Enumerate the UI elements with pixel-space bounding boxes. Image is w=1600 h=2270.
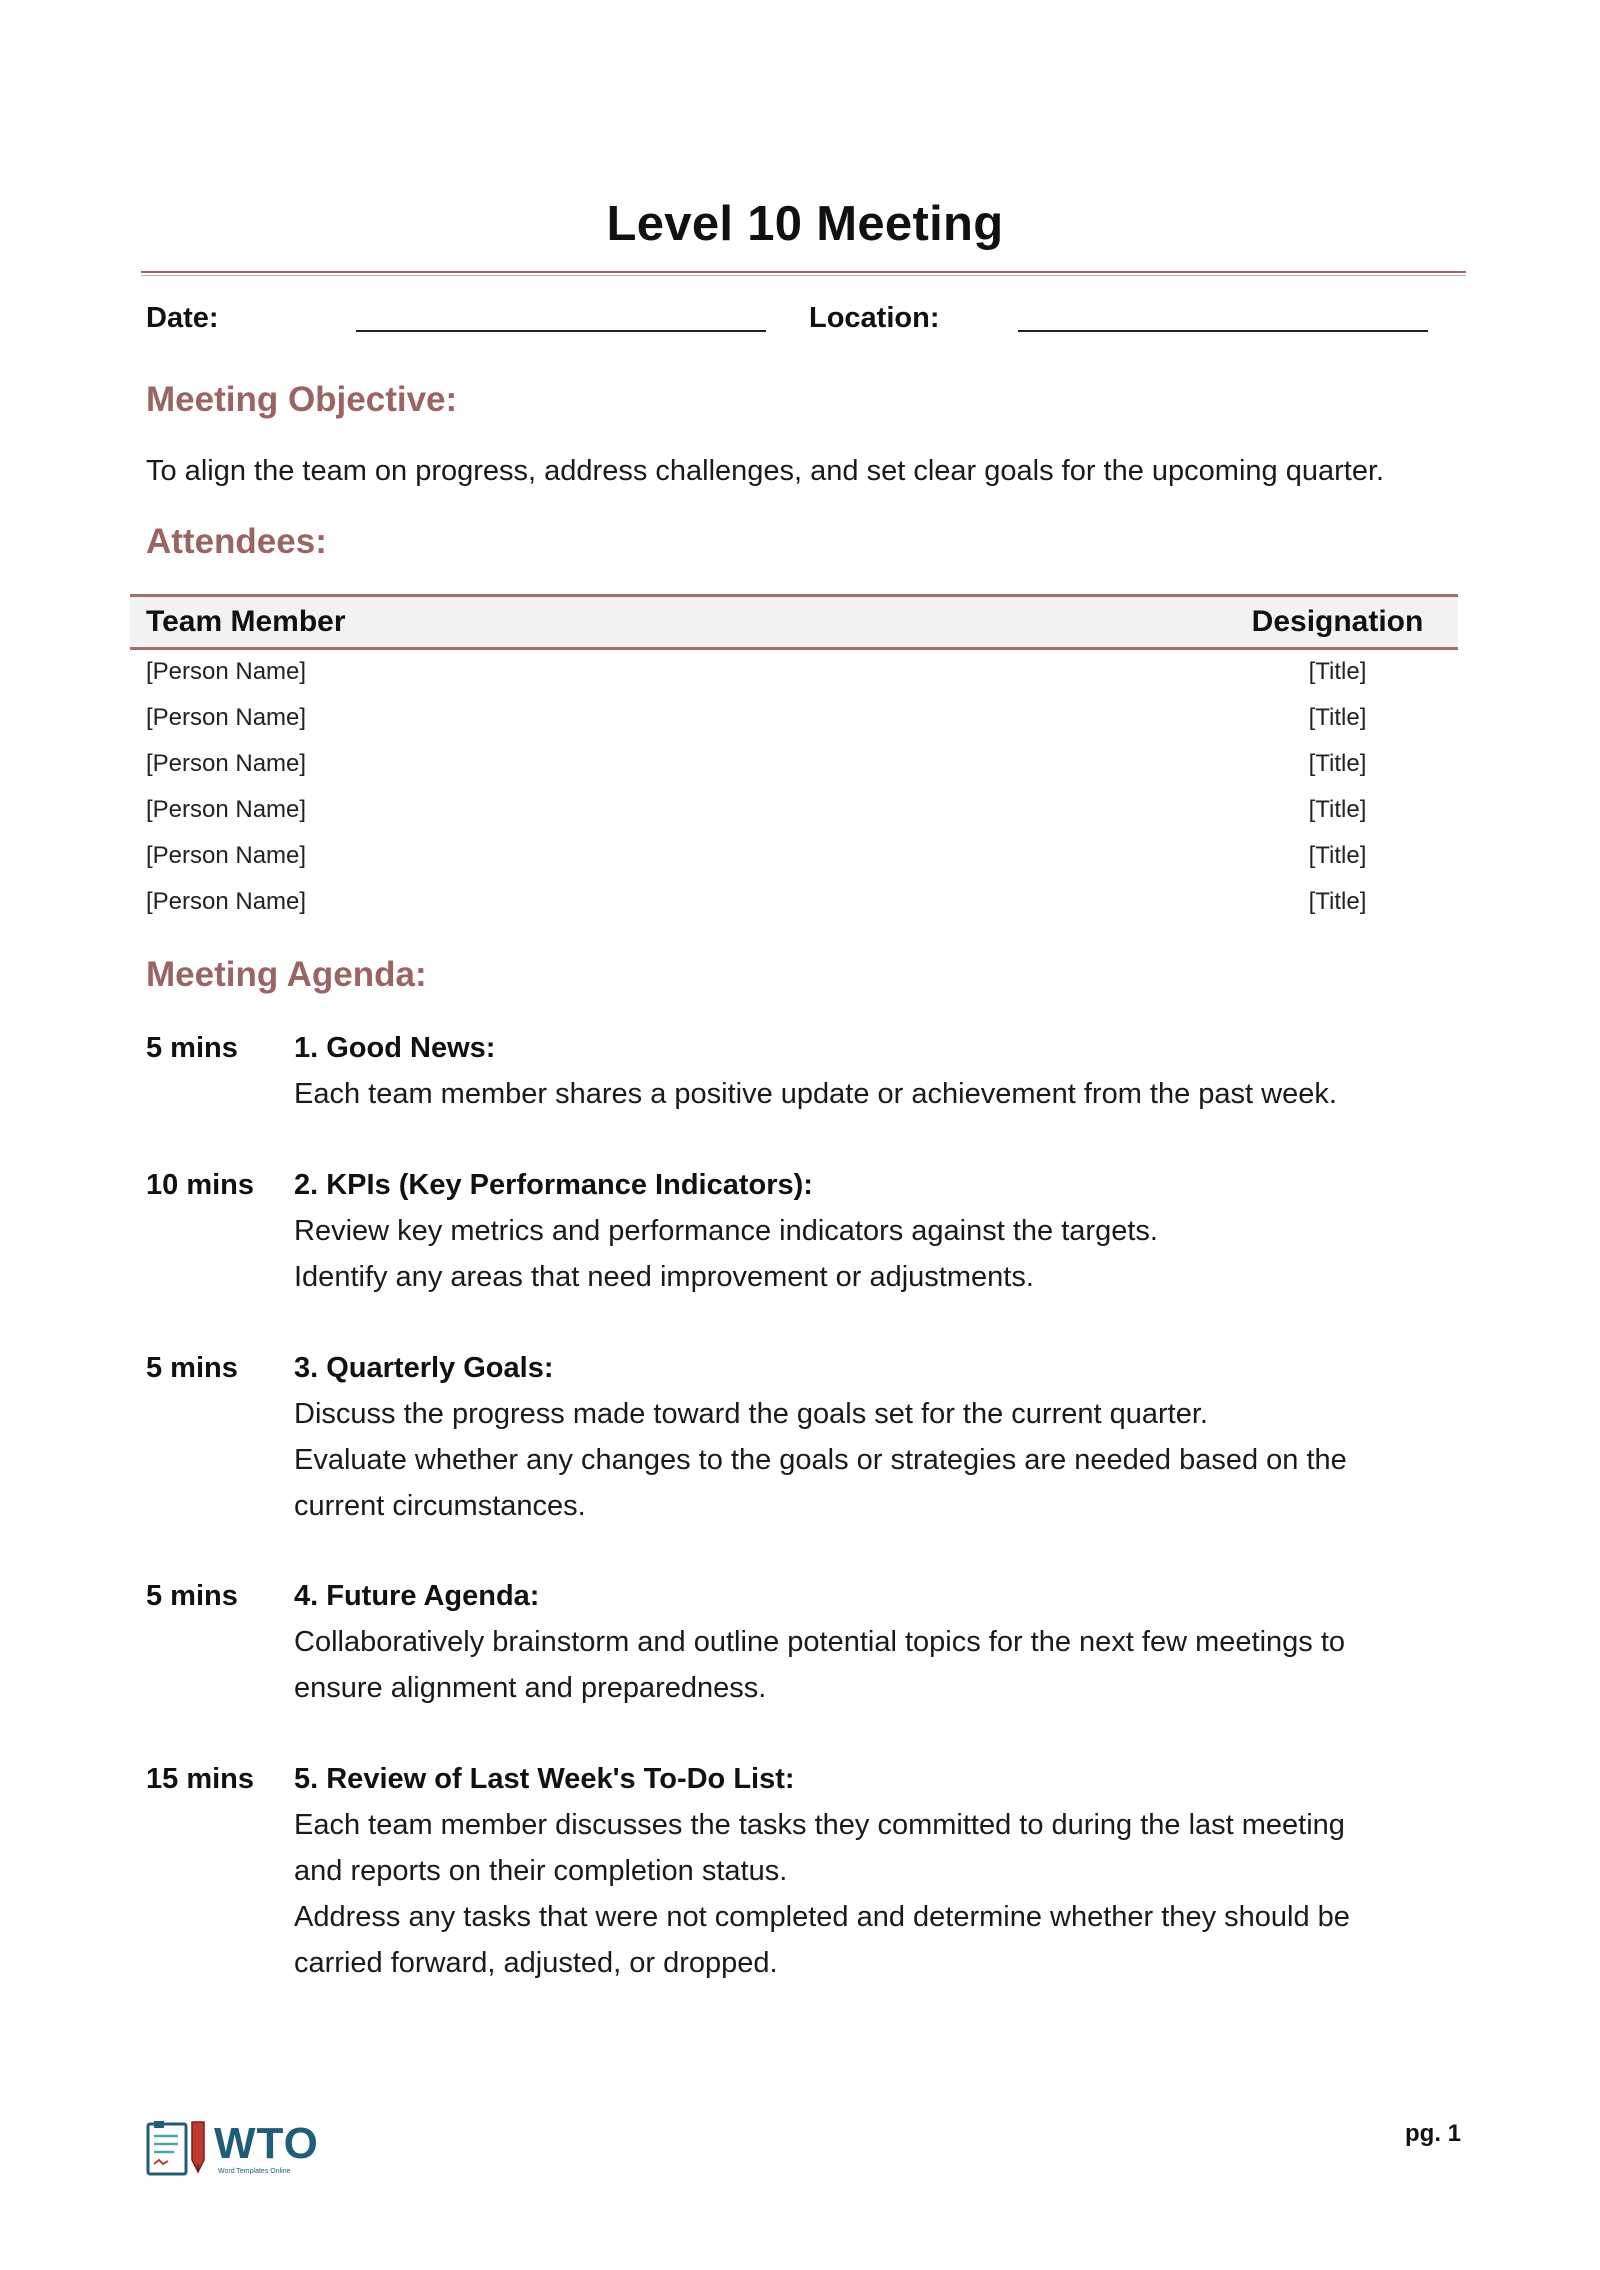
agenda-description-line: Collaboratively brainstorm and outline potential topics for the next few meetings to <box>294 1626 1346 1658</box>
agenda-heading: Meeting Agenda: <box>146 955 427 994</box>
agenda-description-line: Review key metrics and performance indicators against the targets. <box>294 1215 1158 1247</box>
team-member-cell: [Person Name] <box>146 658 307 685</box>
date-blank-line <box>356 330 766 332</box>
team-member-cell: [Person Name] <box>146 750 307 777</box>
agenda-description-line: current circumstances. <box>294 1490 586 1522</box>
team-member-cell: [Person Name] <box>146 842 307 869</box>
table-row <box>130 788 1458 834</box>
table-row <box>130 696 1458 742</box>
agenda-item-title: 2. KPIs (Key Performance Indicators): <box>294 1169 813 1201</box>
agenda-duration: 15 mins <box>146 1763 254 1795</box>
agenda-description-line: Each team member discusses the tasks they committed to during the last meeting <box>294 1809 1345 1841</box>
designation-cell: [Title] <box>1308 704 1367 731</box>
table-row <box>130 834 1458 880</box>
agenda-item-title: 5. Review of Last Week's To-Do List: <box>294 1763 795 1795</box>
team-member-cell: [Person Name] <box>146 888 307 915</box>
agenda-description-line: carried forward, adjusted, or dropped. <box>294 1947 778 1979</box>
date-label: Date: <box>146 302 219 334</box>
column-header-team-member: Team Member <box>146 605 346 638</box>
logo-wordmark: WTO <box>214 2119 319 2168</box>
agenda-item-title: 1. Good News: <box>294 1032 496 1064</box>
agenda-description-line: Discuss the progress made toward the goals set for the current quarter. <box>294 1398 1208 1430</box>
agenda-body <box>294 1352 1424 1529</box>
wto-logo <box>146 2120 326 2180</box>
agenda-body <box>294 1580 1424 1711</box>
document-pen-icon <box>146 2120 212 2180</box>
table-header-row <box>130 594 1458 650</box>
agenda-description-line: Evaluate whether any changes to the goals or strategies are needed based on the <box>294 1444 1347 1476</box>
agenda-description-line: Identify any areas that need improvement or adjustments. <box>294 1261 1034 1293</box>
agenda-description-line: Each team member shares a positive update or achievement from the past week. <box>294 1078 1337 1110</box>
logo-tagline: Word Templates Online <box>218 2168 291 2175</box>
objective-heading: Meeting Objective: <box>146 380 458 419</box>
designation-cell: [Title] <box>1308 888 1367 915</box>
agenda-description-line: and reports on their completion status. <box>294 1855 788 1887</box>
agenda-item-title: 3. Quarterly Goals: <box>294 1352 554 1384</box>
designation-cell: [Title] <box>1308 796 1367 823</box>
document-title: Level 10 Meeting <box>606 197 1004 251</box>
location-label: Location: <box>809 302 940 334</box>
table-row <box>130 880 1458 926</box>
team-member-cell: [Person Name] <box>146 796 307 823</box>
agenda-duration: 5 mins <box>146 1580 238 1612</box>
location-blank-line <box>1018 330 1428 332</box>
agenda-item-title: 4. Future Agenda: <box>294 1580 540 1612</box>
agenda-description-line: ensure alignment and preparedness. <box>294 1672 767 1704</box>
title-divider <box>141 271 1466 276</box>
table-row <box>130 742 1458 788</box>
agenda-body <box>294 1032 1424 1117</box>
agenda-duration: 5 mins <box>146 1352 238 1384</box>
objective-text: To align the team on progress, address challenges, and set clear goals for the upcoming quarter. <box>146 455 1385 487</box>
agenda-duration: 5 mins <box>146 1032 238 1064</box>
attendees-table <box>130 594 1458 926</box>
team-member-cell: [Person Name] <box>146 704 307 731</box>
agenda-body <box>294 1169 1424 1300</box>
designation-cell: [Title] <box>1308 842 1367 869</box>
agenda-duration: 10 mins <box>146 1169 254 1201</box>
agenda-body <box>294 1763 1424 1986</box>
table-row <box>130 650 1458 696</box>
designation-cell: [Title] <box>1308 658 1367 685</box>
agenda-description-line: Address any tasks that were not completed and determine whether they should be <box>294 1901 1350 1933</box>
designation-cell: [Title] <box>1308 750 1367 777</box>
attendees-heading: Attendees: <box>146 522 327 561</box>
page-number: pg. 1 <box>1405 2120 1462 2147</box>
column-header-designation: Designation <box>1251 605 1424 638</box>
